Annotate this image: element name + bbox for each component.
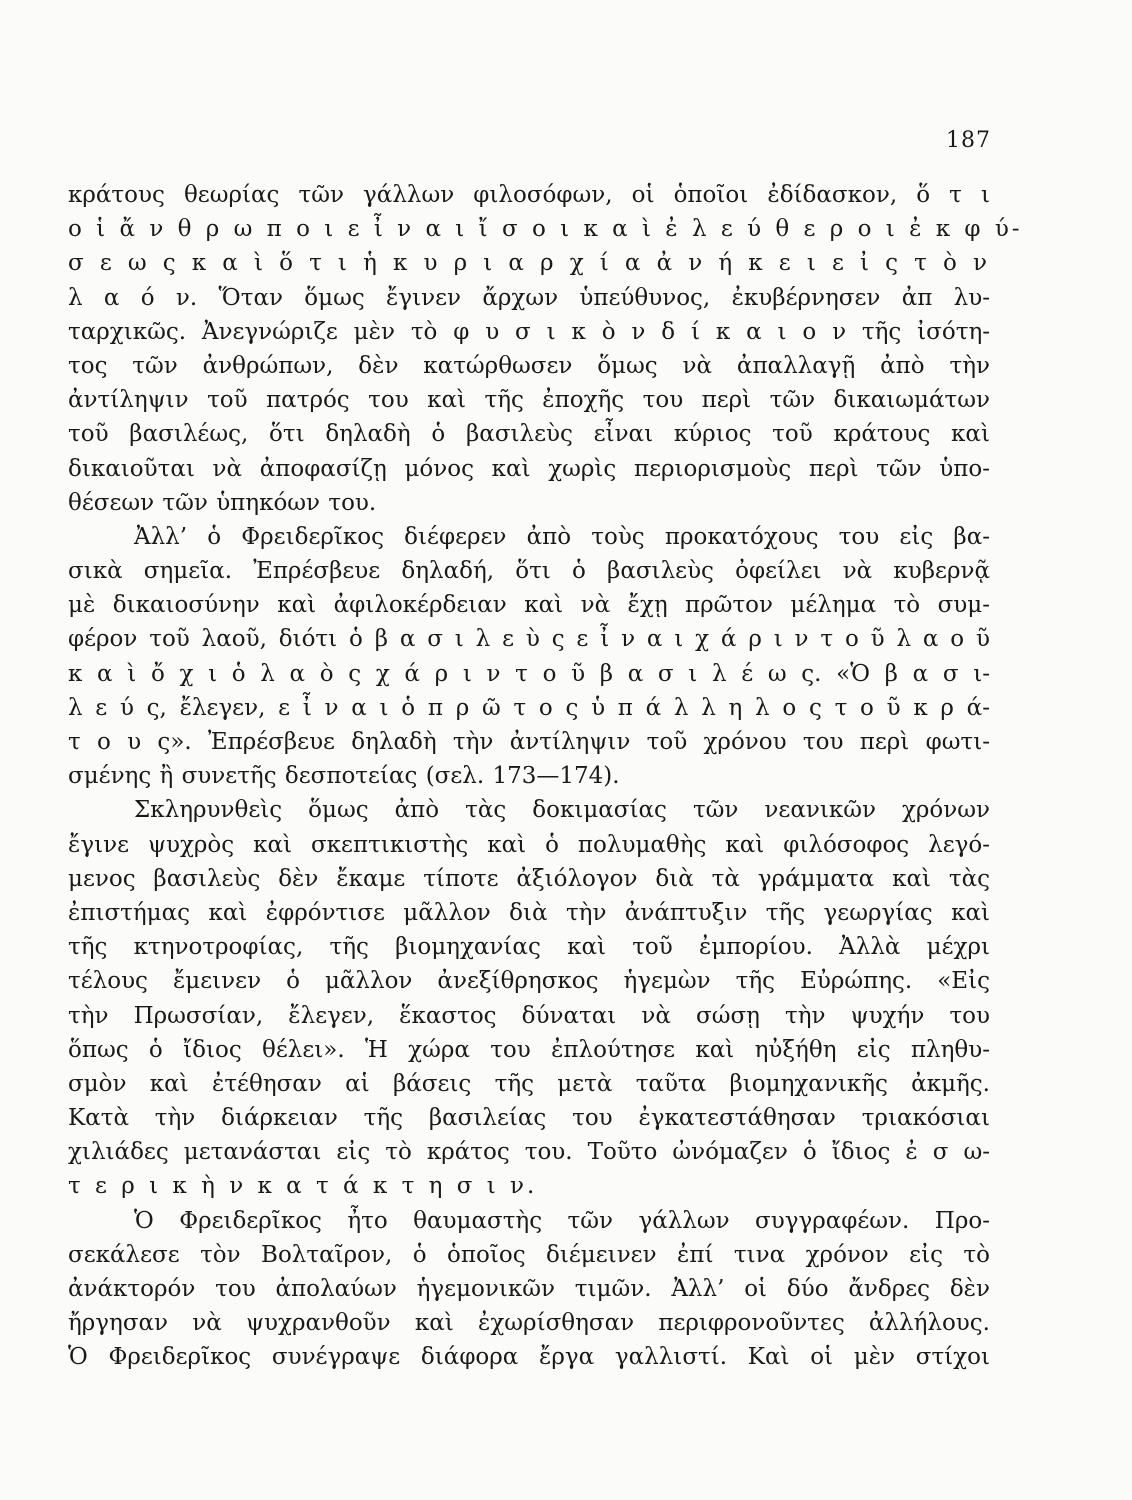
text-line: ἐπιστήμας καὶ ἐφρόντισε μᾶλλον διὰ τὴν ἀνάπτυξιν τῆς γεωργίας καὶ bbox=[68, 899, 990, 926]
text-line: ταρχικῶς. Ἀνεγνώριζε μὲν τὸ φ υ σ ι κ ὸ ν δ ί κ α ι ο ν τῆς ἰσότη- bbox=[68, 318, 990, 345]
text-line: φέρον τοῦ λαοῦ, διότι ὁ β α σ ι λ ε ὺ ς ε ἶ ν α ι χ ά ρ ι ν τ ο ῦ λ α ο ῦ bbox=[68, 626, 990, 653]
text-line: τ ε ρ ι κ ὴ ν κ α τ ά κ τ η σ ι ν. bbox=[68, 1173, 538, 1200]
text-line: λ ε ύ ς, ἔλεγεν, ε ἶ ν α ι ὁ π ρ ῶ τ ο ς ὑ π ά λ λ η λ ο ς τ ο ῦ κ ρ ά- bbox=[68, 694, 990, 721]
text-line: τὴν Πρωσσίαν, ἔλεγεν, ἕκαστος δύναται νὰ σώσῃ τὴν ψυχήν του bbox=[68, 1002, 990, 1029]
text-line: δικαιοῦται νὰ ἀποφασίζῃ μόνος καὶ χωρὶς περιορισμοὺς περὶ τῶν ὑπο- bbox=[68, 455, 990, 482]
body-text bbox=[68, 178, 1023, 1375]
text-line: τέλους ἔμεινεν ὁ μᾶλλον ἀνεξίθρησκος ἡγεμὼν τῆς Εὐρώπης. «Εἰς bbox=[68, 968, 990, 995]
text-line: ἀντίληψιν τοῦ πατρός του καὶ τῆς ἐποχῆς του περὶ τῶν δικαιωμάτων bbox=[68, 387, 990, 414]
text-line: σμὸν καὶ ἐτέθησαν αἱ βάσεις τῆς μετὰ ταῦτα βιομηχανικῆς ἀκμῆς. bbox=[68, 1070, 990, 1097]
text-line: Ἀλλ’ ὁ Φρειδερῖκος διέφερεν ἀπὸ τοὺς προκατόχους του εἰς βα- bbox=[134, 523, 990, 550]
text-line: Κατὰ τὴν διάρκειαν τῆς βασιλείας του ἐγκατεστάθησαν τριακόσιαι bbox=[68, 1105, 990, 1132]
text-line: μὲ δικαιοσύνην καὶ ἀφιλοκέρδειαν καὶ νὰ ἔχῃ πρῶτον μέλημα τὸ συμ- bbox=[68, 592, 990, 619]
text-line: ὅπως ὁ ἴδιος θέλει». Ἡ χώρα του ἐπλούτησε καὶ ηὐξήθη εἰς πληθυ- bbox=[68, 1036, 990, 1063]
text-line: Ὁ Φρειδερῖκος ἦτο θαυμαστὴς τῶν γάλλων συγγραφέων. Προ- bbox=[134, 1207, 990, 1234]
text-line: σ ε ω ς κ α ὶ ὅ τ ι ἡ κ υ ρ ι α ρ χ ί α ἀ ν ή κ ε ι ε ἰ ς τ ὸ ν bbox=[68, 250, 990, 277]
text-line: σικὰ σημεῖα. Ἐπρέσβευε δηλαδή, ὅτι ὁ βασιλεὺς ὀφείλει νὰ κυβερνᾷ bbox=[68, 558, 990, 585]
text-line: θέσεων τῶν ὑπηκόων του. bbox=[68, 489, 377, 516]
text-line: Ὁ Φρειδερῖκος συνέγραψε διάφορα ἔργα γαλλιστί. Καὶ οἱ μὲν στίχοι bbox=[68, 1344, 990, 1371]
text-line: ἔγινε ψυχρὸς καὶ σκεπτικιστὴς καὶ ὁ πολυμαθὴς καὶ φιλόσοφος λεγό- bbox=[68, 831, 990, 858]
text-line: τῆς κτηνοτροφίας, τῆς βιομηχανίας καὶ τοῦ ἐμπορίου. Ἀλλὰ μέχρι bbox=[68, 934, 990, 961]
text-line: κράτους θεωρίας τῶν γάλλων φιλοσόφων, οἱ ὁποῖοι ἐδίδασκον, ὅ τ ι bbox=[68, 182, 990, 208]
text-line: σμένης ἢ συνετῆς δεσποτείας (σελ. 173—174). bbox=[68, 763, 620, 790]
text-line: τ ο υ ς». Ἐπρέσβευε δηλαδὴ τὴν ἀντίληψιν τοῦ χρόνου του περὶ φωτι- bbox=[68, 729, 990, 755]
text-line: Σκληρυνθεὶς ὅμως ἀπὸ τὰς δοκιμασίας τῶν νεανικῶν χρόνων bbox=[134, 797, 990, 824]
text-line: σεκάλεσε τὸν Βολταῖρον, ὁ ὁποῖος διέμεινεν ἐπί τινα χρόνον εἰς τὸ bbox=[68, 1241, 990, 1268]
text-line: χιλιάδες μετανάσται εἰς τὸ κράτος του. Τοῦτο ὠνόμαζεν ὁ ἴδιος ἐ σ ω- bbox=[68, 1139, 990, 1166]
text-line: ἤργησαν νὰ ψυχρανθοῦν καὶ ἐχωρίσθησαν περιφρονοῦντες ἀλλήλους. bbox=[68, 1310, 990, 1337]
text-line: τοῦ βασιλέως, ὅτι δηλαδὴ ὁ βασιλεὺς εἶναι κύριος τοῦ κράτους καὶ bbox=[68, 421, 990, 448]
text-line: ο ἱ ἄ ν θ ρ ω π ο ι ε ἶ ν α ι ἴ σ ο ι κ α ὶ ἐ λ ε ύ θ ε ρ ο ι ἐ κ φ ύ- bbox=[68, 216, 1023, 243]
text-line: λ α ό ν. Ὅταν ὅμως ἔγινεν ἄρχων ὑπεύθυνος, ἐκυβέρνησεν ἀπ λυ- bbox=[68, 284, 990, 311]
text-line: ἀνάκτορόν του ἀπολαύων ἡγεμονικῶν τιμῶν. Ἀλλ’ οἱ δύο ἄνδρες δὲν bbox=[68, 1276, 990, 1302]
page-number: 187 bbox=[946, 128, 991, 153]
text-line: κ α ὶ ὄ χ ι ὁ λ α ὸ ς χ ά ρ ι ν τ ο ῦ β α σ ι λ έ ω ς. «Ὁ β α σ ι- bbox=[68, 660, 990, 687]
text-line: τος τῶν ἀνθρώπων, δὲν κατώρθωσεν ὅμως νὰ ἀπαλλαγῇ ἀπὸ τὴν bbox=[68, 352, 990, 379]
text-line: μενος βασιλεὺς δὲν ἔκαμε τίποτε ἀξιόλογον διὰ τὰ γράμματα καὶ τὰς bbox=[68, 865, 990, 892]
